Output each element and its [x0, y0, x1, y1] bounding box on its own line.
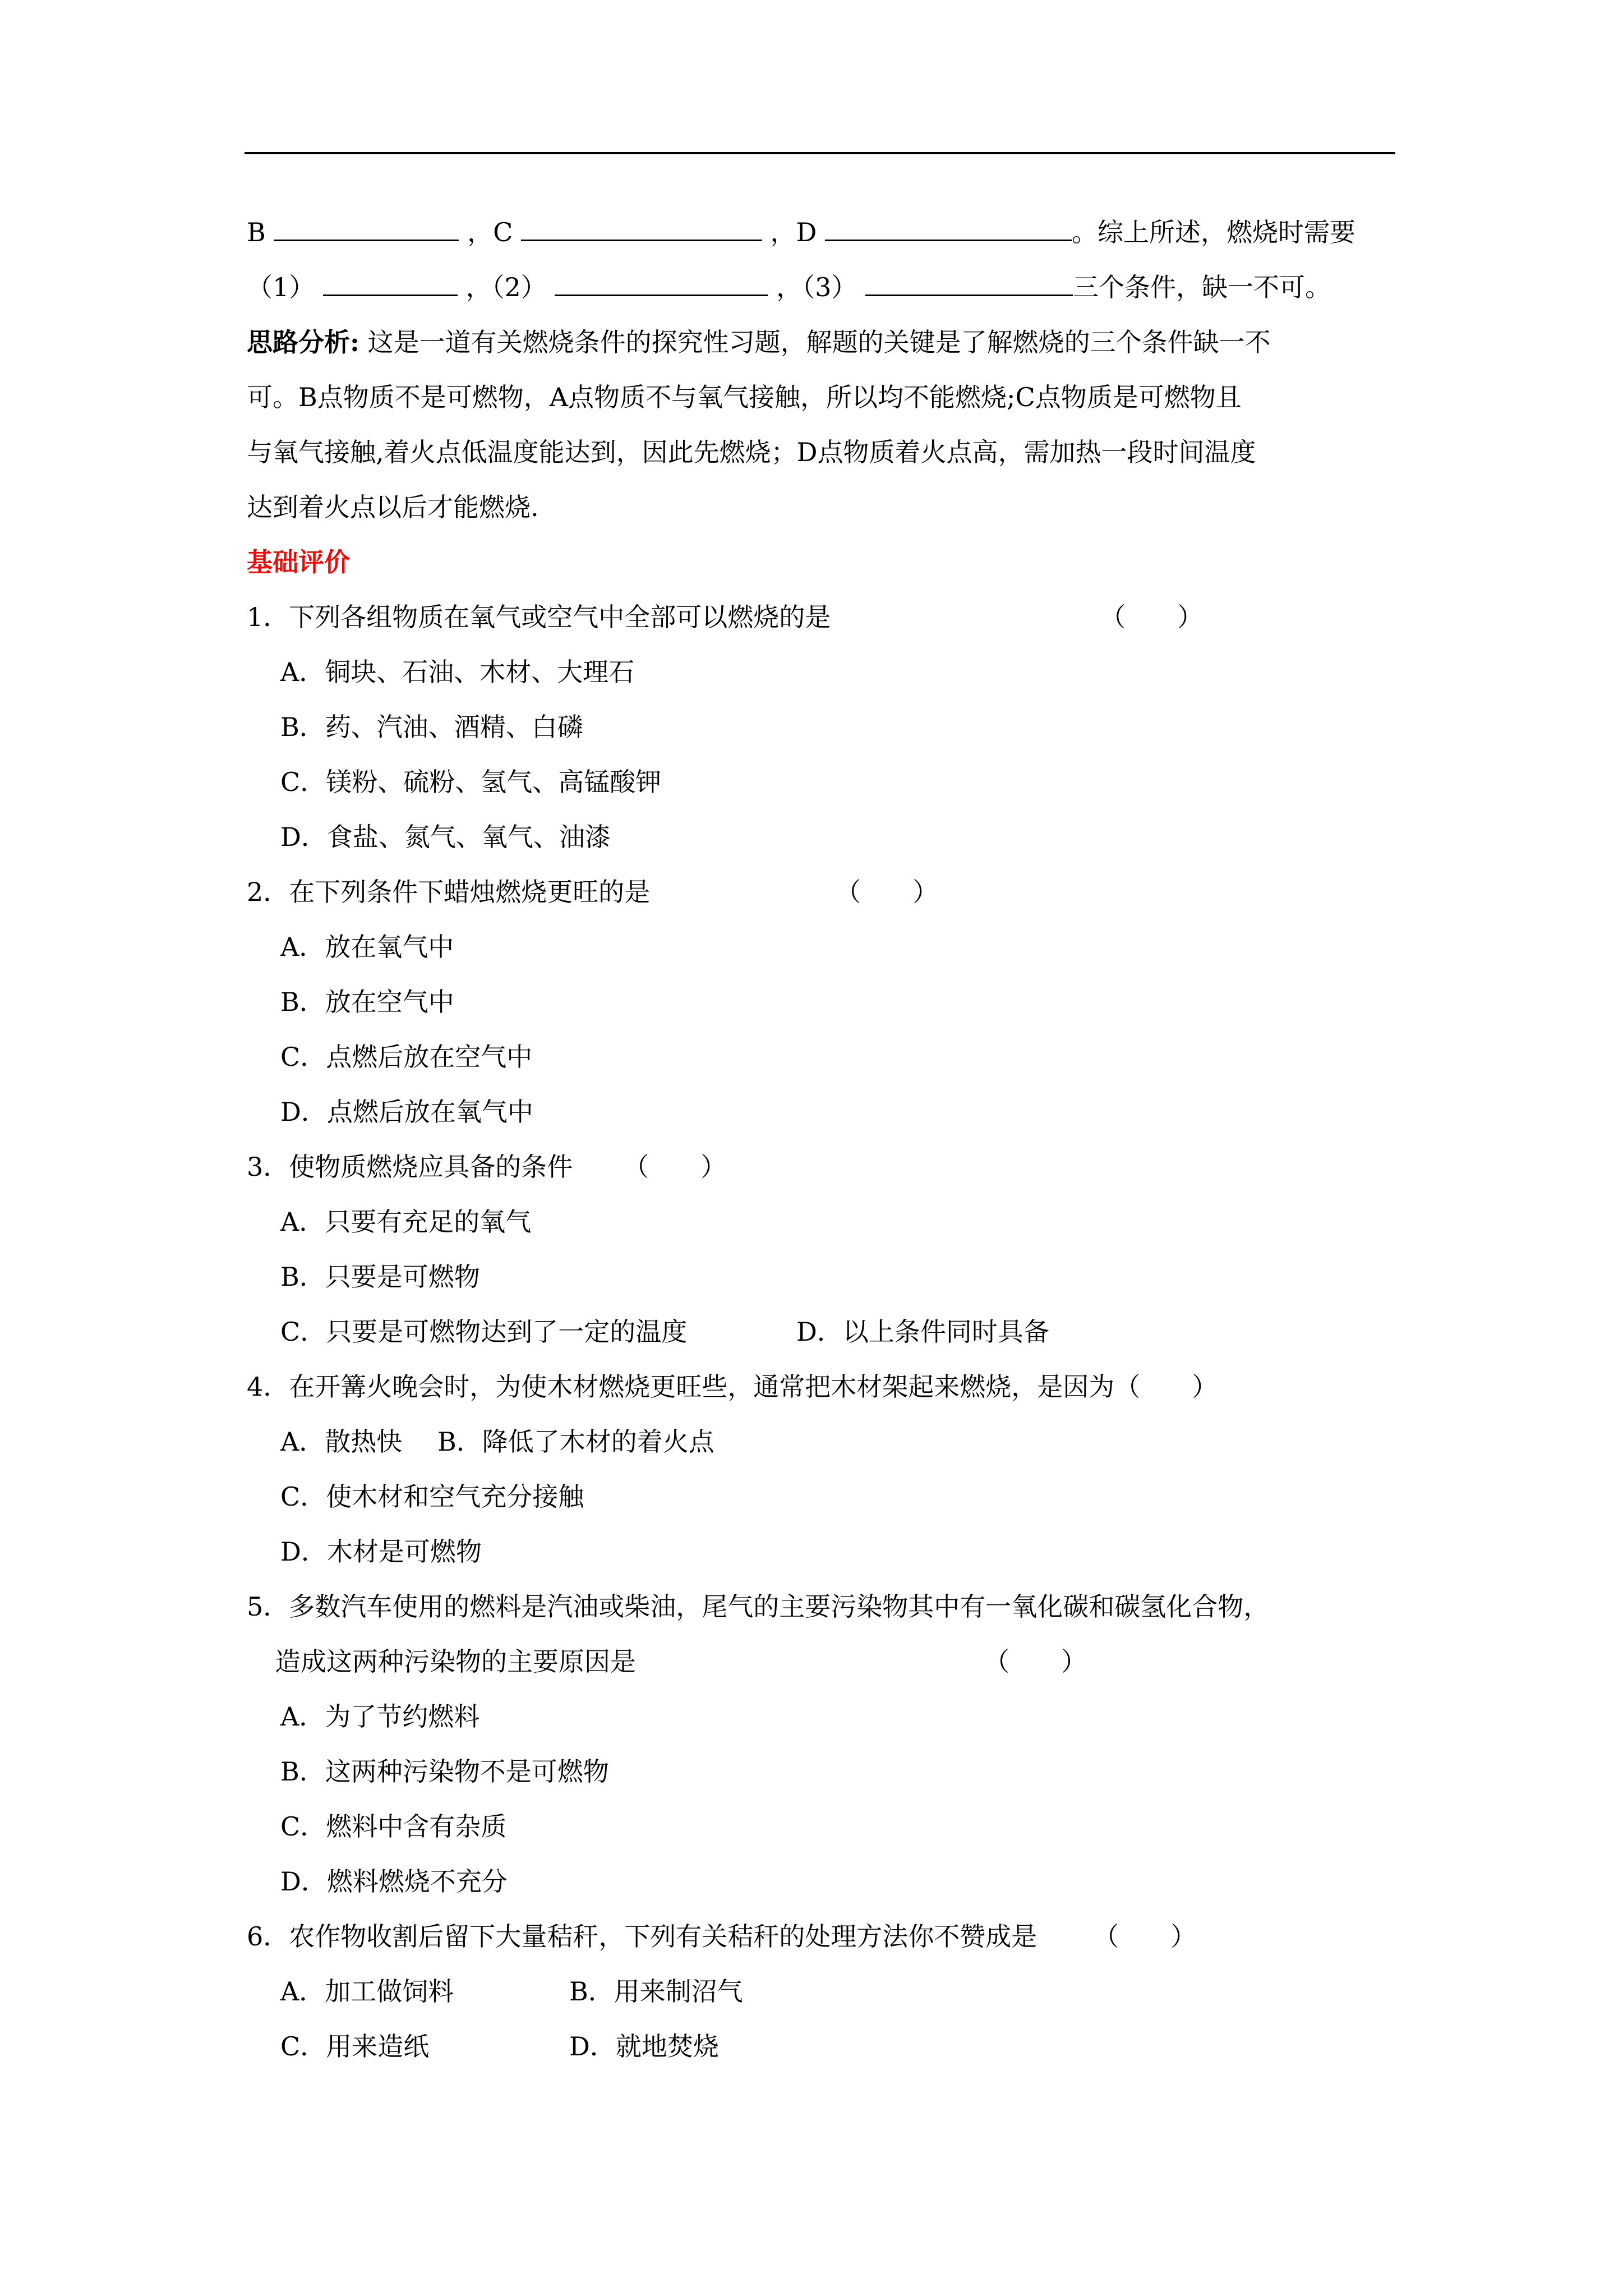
q6-answer-paren: （ ） [1093, 1921, 1197, 1952]
q2-option-a: A．放在氧气中 [280, 932, 454, 962]
q1-option-b: B．药、汽油、酒精、白磷 [280, 712, 583, 742]
q3-stem: 3．使物质燃烧应具备的条件 [247, 1152, 573, 1182]
question-3 [247, 1139, 1396, 1194]
analysis-line-3: 与氧气接触,着火点低温度能达到，因此先燃烧；D点物质着火点高，需加热一段时间温度 [247, 437, 1256, 467]
q3-option-d: D．以上条件同时具备 [796, 1317, 1049, 1347]
question-6 [247, 1909, 1396, 1964]
blank-n2 [555, 263, 768, 296]
q6-stem: 6．农作物收割后留下大量秸秆，下列有关秸秆的处理方法你不赞成是 [247, 1921, 1038, 1952]
label-n3: ，（3） [776, 272, 857, 302]
analysis-text-1: 这是一道有关燃烧条件的探究性习题，解题的关键是了解燃烧的三个条件缺一不 [367, 327, 1271, 357]
question-1 [247, 590, 1396, 645]
header-rule [245, 152, 1395, 154]
fill-line-1 [247, 205, 1396, 260]
q1-option-d: D．食盐、氮气、氧气、油漆 [280, 822, 611, 852]
q3-options-cd [247, 1304, 1396, 1359]
q5-option-a: A．为了节约燃料 [280, 1701, 480, 1732]
analysis-line-4: 达到着火点以后才能燃烧. [247, 492, 539, 522]
q1-stem: 1．下列各组物质在氧气或空气中全部可以燃烧的是 [247, 602, 831, 632]
q2-option-c: C．点燃后放在空气中 [280, 1042, 533, 1072]
q3-option-a: A．只要有充足的氧气 [280, 1207, 532, 1237]
q3-answer-paren: （ ） [623, 1152, 727, 1182]
q2-option-b: B．放在空气中 [280, 987, 454, 1017]
analysis-line-2: 可。B点物质不是可燃物，A点物质不与氧气接触，所以均不能燃烧;C点物质是可燃物且 [247, 382, 1242, 412]
blank-d [825, 208, 1072, 241]
question-5 [247, 1579, 1396, 1634]
question-5-cont [247, 1634, 1396, 1689]
q3-option-c: C．只要是可燃物达到了一定的温度 [280, 1317, 688, 1347]
q4-stem: 4．在开篝火晚会时，为使木材燃烧更旺些，通常把木材架起来燃烧，是因为（ ） [247, 1372, 1218, 1402]
q5-stem-2: 造成这两种污染物的主要原因是 [275, 1646, 636, 1677]
fill-line-2 [247, 260, 1396, 315]
blank-b [274, 208, 459, 241]
q4-option-a: A．散热快 [280, 1427, 403, 1457]
q6-option-c: C．用来造纸 [280, 2031, 430, 2062]
q4-option-c: C．使木材和空气充分接触 [280, 1481, 584, 1512]
label-n2: ，（2） [465, 272, 547, 302]
q2-answer-paren: （ ） [835, 877, 939, 907]
q5-option-d: D．燃料燃烧不充分 [280, 1866, 508, 1897]
q6-options-ab [247, 1964, 1396, 2019]
q1-option-a: A．铜块、石油、木材、大理石 [280, 657, 635, 687]
question-4 [247, 1359, 1396, 1414]
q6-option-d: D．就地焚烧 [569, 2031, 719, 2062]
blank-n1 [323, 263, 458, 296]
content [247, 205, 1396, 2074]
section-title: 基础评价 [247, 547, 350, 577]
blank-n3 [865, 263, 1073, 296]
q4-options-ab [247, 1414, 1396, 1469]
summary-text: 。综上所述，燃烧时需要 [1072, 217, 1356, 247]
q6-options-cd [247, 2019, 1396, 2074]
q6-option-b: B．用来制沼气 [569, 1976, 743, 2007]
q4-option-b: B．降低了木材的着火点 [437, 1427, 714, 1457]
label-c: ，C [467, 217, 513, 247]
q6-option-a: A．加工做饲料 [280, 1976, 454, 2007]
blank-c [521, 208, 762, 241]
label-n1: （1） [247, 272, 315, 302]
q5-option-c: C．燃料中含有杂质 [280, 1811, 507, 1842]
q2-stem: 2．在下列条件下蜡烛燃烧更旺的是 [247, 877, 651, 907]
q2-option-d: D．点燃后放在氧气中 [280, 1097, 533, 1127]
label-b: B [247, 217, 266, 247]
label-d: ，D [770, 217, 817, 247]
q5-option-b: B．这两种污染物不是可燃物 [280, 1756, 609, 1787]
analysis-label: 思路分析: [247, 327, 359, 357]
q5-answer-paren: （ ） [984, 1646, 1087, 1677]
tail-text: 三个条件，缺一不可。 [1072, 272, 1331, 302]
q4-option-d: D．木材是可燃物 [280, 1536, 482, 1567]
q1-answer-paren: （ ） [1100, 602, 1204, 632]
q3-option-b: B．只要是可燃物 [280, 1262, 480, 1292]
q5-stem: 5．多数汽车使用的燃料是汽油或柴油，尾气的主要污染物其中有一氧化碳和碳氢化合物， [247, 1591, 1270, 1622]
q1-option-c: C．镁粉、硫粉、氢气、高锰酸钾 [280, 767, 662, 797]
question-2 [247, 864, 1396, 919]
analysis-line-1 [247, 315, 1396, 370]
